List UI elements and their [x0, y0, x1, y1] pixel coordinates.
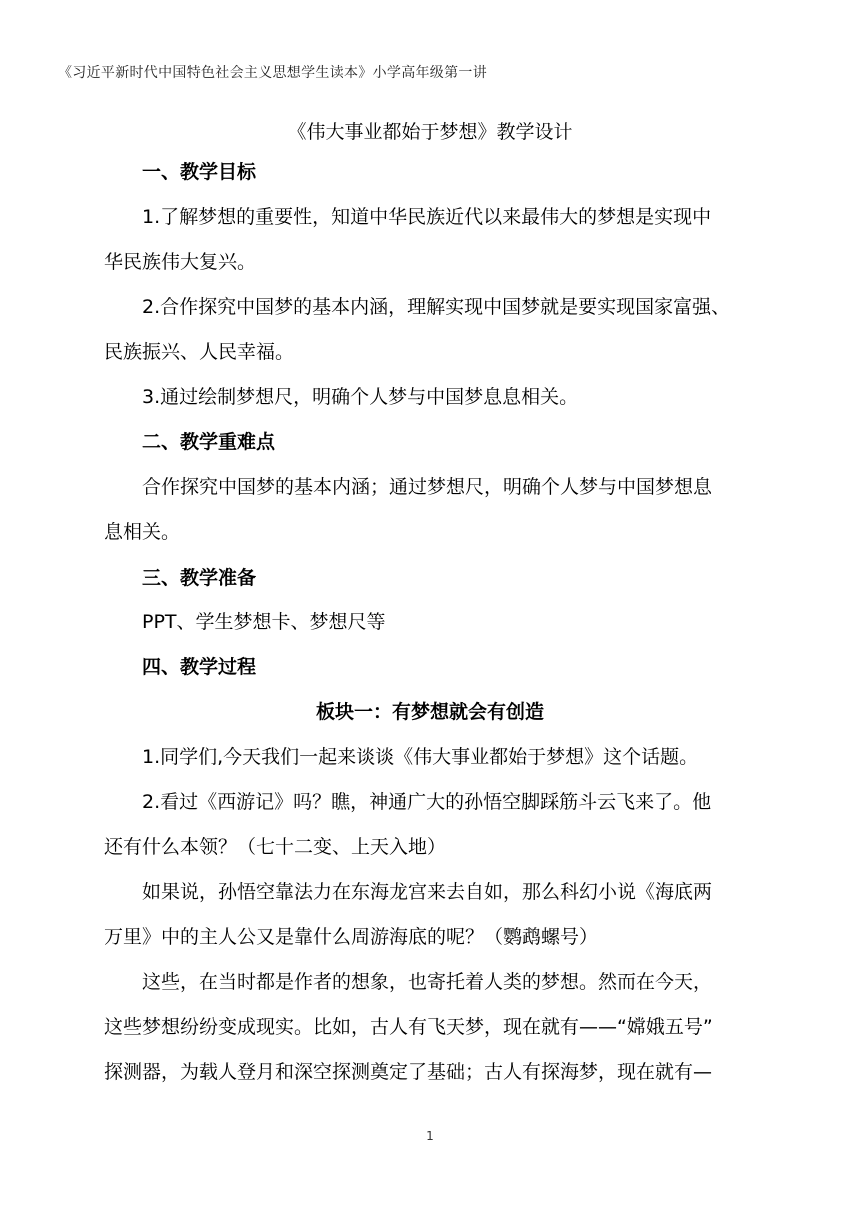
- prep-text: PPT、学生梦想卡、梦想尺等: [142, 611, 386, 633]
- document-title: 《伟大事业都始于梦想》教学设计: [287, 121, 573, 143]
- objective-1-line-1: 1.了解梦想的重要性，知道中华民族近代以来最伟大的梦想是实现中: [142, 206, 712, 228]
- paragraph-2-line-2: 还有什么本领？（七十二变、上天入地）: [104, 836, 447, 858]
- objective-3: 3.通过绘制梦想尺，明确个人梦与中国梦息息相关。: [142, 386, 579, 408]
- page-number: 1: [426, 1129, 434, 1143]
- paragraph-4-line-1: 这些，在当时都是作者的想象，也寄托着人类的梦想。然而在今天，: [142, 971, 713, 993]
- objectives-heading: 一、教学目标: [142, 161, 257, 183]
- objective-1-line-2: 华民族伟大复兴。: [104, 251, 257, 273]
- paragraph-1: 1.同学们,今天我们一起来谈谈《伟大事业都始于梦想》这个话题。: [142, 746, 699, 768]
- running-header: 《习近平新时代中国特色社会主义思想学生读本》小学高年级第一讲: [58, 65, 487, 81]
- paragraph-4-line-2: 这些梦想纷纷变成现实。比如，古人有飞天梦，现在就有——“嫦娥五号”: [104, 1016, 713, 1038]
- keypoints-heading: 二、教学重难点: [142, 431, 276, 453]
- prep-heading: 三、教学准备: [142, 567, 257, 589]
- paragraph-3-line-2: 万里》中的主人公又是靠什么周游海底的呢？（鹦鹉螺号）: [104, 926, 599, 948]
- objective-2-line-1: 2.合作探究中国梦的基本内涵，理解实现中国梦就是要实现国家富强、: [142, 296, 731, 318]
- process-heading: 四、教学过程: [142, 656, 257, 678]
- keypoints-line-1: 合作探究中国梦的基本内涵；通过梦想尺，明确个人梦与中国梦想息: [142, 476, 713, 498]
- objective-2-line-2: 民族振兴、人民幸福。: [104, 341, 295, 363]
- paragraph-2-line-1: 2.看过《西游记》吗？瞧，神通广大的孙悟空脚踩筋斗云飞来了。他: [142, 791, 712, 813]
- block-1-heading: 板块一：有梦想就会有创造: [315, 701, 544, 723]
- paragraph-3-line-1: 如果说，孙悟空靠法力在东海龙宫来去自如，那么科幻小说《海底两: [142, 881, 713, 903]
- keypoints-line-2: 息相关。: [104, 521, 181, 543]
- paragraph-4-line-3: 探测器，为载人登月和深空探测奠定了基础；古人有探海梦，现在就有—: [104, 1061, 713, 1083]
